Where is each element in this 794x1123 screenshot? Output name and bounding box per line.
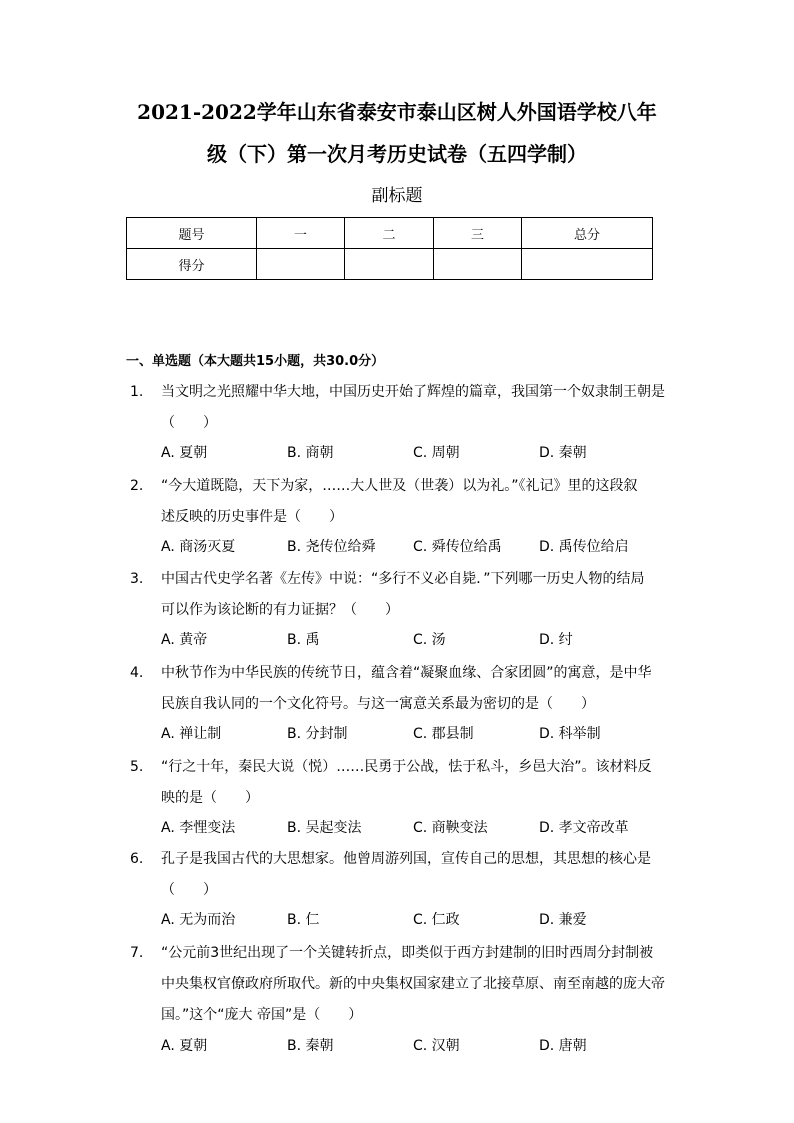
score-cell-part-2: 二	[345, 218, 434, 249]
question-number: 6.	[130, 851, 144, 867]
option-c[interactable]: C. 郡县制	[413, 726, 474, 742]
score-row-label: 得分	[127, 249, 257, 280]
question-text-line: “公元前3世纪出现了一个关键转折点，即类似于西方封建制的旧时西周分封制被	[161, 945, 654, 961]
question-text-line: “行之十年，秦民大说（悦）……民勇于公战，怯于私斗，乡邑大治”。该材料反	[161, 759, 652, 775]
score-table-header-row	[127, 218, 653, 249]
option-a[interactable]: A. 夏朝	[161, 1038, 208, 1054]
option-d[interactable]: D. 秦朝	[539, 445, 587, 461]
question-7-options	[0, 1036, 794, 1056]
score-table	[126, 217, 653, 280]
question-5-options	[0, 818, 794, 838]
score-cell-total: 总分	[522, 218, 653, 249]
score-cell-part-3: 三	[434, 218, 522, 249]
option-b[interactable]: B. 尧传位给舜	[287, 539, 376, 555]
score-input-total[interactable]	[522, 249, 653, 280]
question-number: 5.	[130, 759, 144, 775]
question-text-line: 中央集权官僚政府所取代。新的中央集权国家建立了北接草原、南至南越的庞大帝	[161, 976, 665, 992]
option-c[interactable]: C. 商鞅变法	[413, 820, 488, 836]
question-number: 3.	[130, 571, 144, 587]
exam-title-line-1: 2021-2022学年山东省泰安市泰山区树人外国语学校八年	[137, 100, 657, 124]
question-number: 4.	[130, 665, 144, 681]
option-d[interactable]: D. 唐朝	[539, 1038, 587, 1054]
question-number: 2.	[130, 478, 144, 494]
option-a[interactable]: A. 黄帝	[161, 632, 208, 648]
option-d[interactable]: D. 科举制	[539, 726, 601, 742]
question-text-line: 民族自我认同的一个文化符号。与这一寓意关系最为密切的是（ ）	[161, 696, 595, 712]
exam-title-line-2: 级（下）第一次月考历史试卷（五四学制）	[207, 142, 587, 166]
option-c[interactable]: C. 汤	[413, 632, 446, 648]
question-text-line: （ ）	[161, 415, 217, 431]
question-text-line: 可以作为该论断的有力证据？（ ）	[161, 602, 399, 618]
exam-subtitle: 副标题	[371, 186, 423, 206]
section-title: 一、单选题（本大题共15小题，共30.0分）	[126, 354, 385, 369]
score-cell-part-1: 一	[257, 218, 345, 249]
score-table-score-row	[127, 249, 653, 280]
question-text-line: 映的是（ ）	[161, 790, 259, 806]
option-b[interactable]: B. 秦朝	[287, 1038, 334, 1054]
score-input-part-2[interactable]	[345, 249, 434, 280]
option-b[interactable]: B. 商朝	[287, 445, 334, 461]
option-d[interactable]: D. 禹传位给启	[539, 539, 629, 555]
option-a[interactable]: A. 李悝变法	[161, 820, 236, 836]
question-1-options	[0, 443, 794, 463]
option-a[interactable]: A. 禅让制	[161, 726, 222, 742]
question-2-options	[0, 537, 794, 557]
question-text-line: （ ）	[161, 882, 217, 898]
question-4-options	[0, 724, 794, 744]
option-b[interactable]: B. 分封制	[287, 726, 348, 742]
score-input-part-3[interactable]	[434, 249, 522, 280]
option-d[interactable]: D. 纣	[539, 632, 573, 648]
question-text-line: 中秋节作为中华民族的传统节日，蕴含着“凝聚血缘、合家团圆”的寓意，是中华	[161, 665, 652, 681]
score-cell-label: 题号	[127, 218, 257, 249]
option-c[interactable]: C. 舜传位给禹	[413, 539, 502, 555]
option-b[interactable]: B. 禹	[287, 632, 320, 648]
question-text-line: 当文明之光照耀中华大地，中国历史开始了辉煌的篇章，我国第一个奴隶制王朝是	[161, 384, 665, 400]
option-c[interactable]: C. 汉朝	[413, 1038, 460, 1054]
score-input-part-1[interactable]	[257, 249, 345, 280]
option-b[interactable]: B. 吴起变法	[287, 820, 362, 836]
option-d[interactable]: D. 兼爱	[539, 912, 587, 928]
question-text-line: 中国古代史学名著《左传》中说：“多行不义必自毙．”下列哪一历史人物的结局	[161, 571, 645, 587]
question-number: 7.	[130, 945, 144, 961]
question-text-line: “今大道既隐，天下为家，……大人世及（世袭）以为礼。”《礼记》里的这段叙	[161, 478, 638, 494]
question-text-line: 述反映的历史事件是（ ）	[161, 509, 343, 525]
option-c[interactable]: C. 周朝	[413, 445, 460, 461]
question-3-options	[0, 630, 794, 650]
option-a[interactable]: A. 夏朝	[161, 445, 208, 461]
question-number: 1.	[130, 384, 144, 400]
option-a[interactable]: A. 无为而治	[161, 912, 236, 928]
option-a[interactable]: A. 商汤灭夏	[161, 539, 236, 555]
option-d[interactable]: D. 孝文帝改革	[539, 820, 629, 836]
option-c[interactable]: C. 仁政	[413, 912, 460, 928]
question-6-options	[0, 910, 794, 930]
option-b[interactable]: B. 仁	[287, 912, 320, 928]
question-text-line: 孔子是我国古代的大思想家。他曾周游列国，宣传自己的思想，其思想的核心是	[161, 851, 651, 867]
question-text-line: 国。”这个“庞大 帝国”是（ ）	[161, 1007, 363, 1023]
